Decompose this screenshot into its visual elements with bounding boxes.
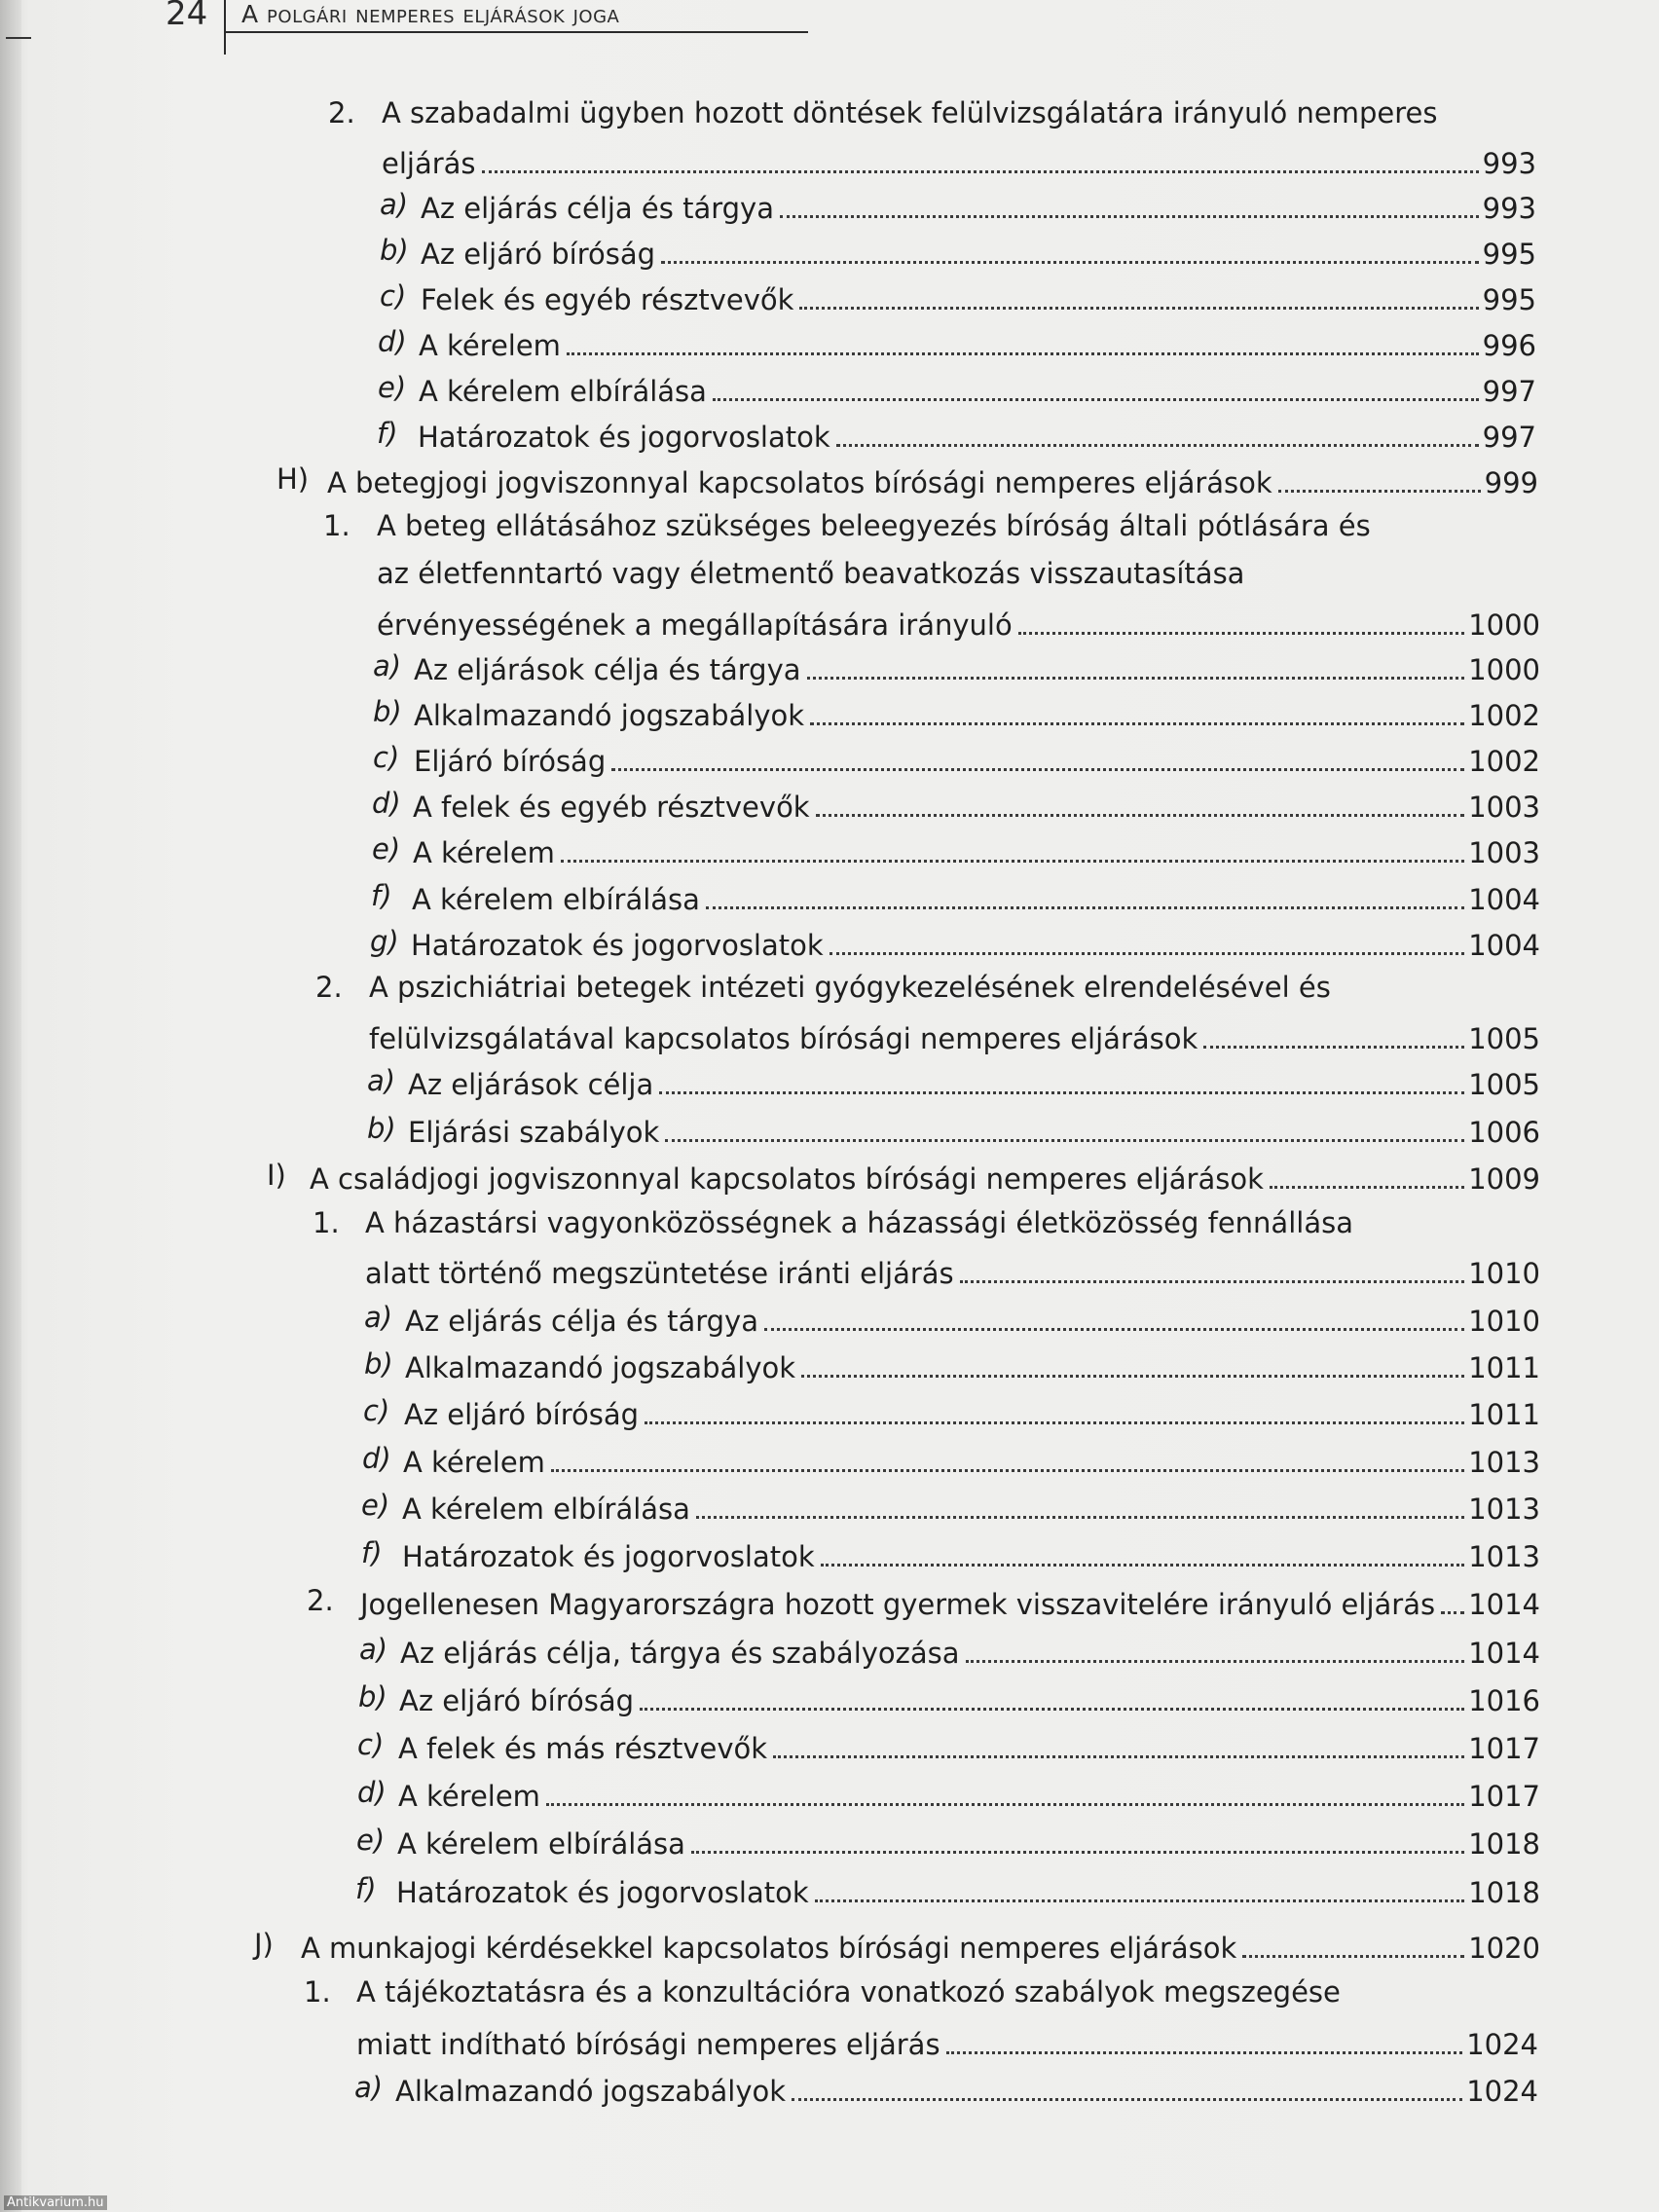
entry-title: A felek és más résztvevők	[398, 1732, 768, 1765]
dot-leader	[816, 814, 1465, 817]
entry-number: 1.	[304, 1975, 331, 2009]
entry-title: A kérelem	[403, 1446, 545, 1479]
entry-page-number: 1018	[1468, 1827, 1540, 1861]
toc-entry[interactable]	[412, 878, 1540, 917]
dot-leader	[946, 2051, 1463, 2054]
toc-entry[interactable]	[421, 187, 1536, 226]
toc-entry[interactable]	[404, 1393, 1540, 1432]
toc-entry[interactable]	[398, 1727, 1540, 1766]
entry-page-number: 993	[1482, 147, 1536, 180]
toc-entry[interactable]	[360, 1583, 1540, 1622]
entry-number: e)	[372, 832, 401, 866]
dot-leader	[546, 1803, 1464, 1806]
entry-page-number: 1018	[1468, 1876, 1540, 1909]
page-number: 24	[166, 0, 208, 33]
entry-number: f)	[355, 1872, 377, 1905]
entry-title: Határozatok és jogorvoslatok	[396, 1876, 809, 1909]
toc-entry[interactable]	[419, 324, 1536, 363]
entry-page-number: 993	[1482, 192, 1536, 225]
entry-page-number: 1024	[1466, 2028, 1538, 2061]
dot-leader	[661, 261, 1479, 264]
entry-page-number: 1011	[1468, 1398, 1540, 1431]
dot-leader	[611, 768, 1464, 771]
entry-number: b)	[380, 234, 409, 267]
dot-leader	[1018, 632, 1464, 635]
entry-number: c)	[363, 1394, 390, 1427]
dot-leader	[801, 1375, 1464, 1378]
entry-title: felülvizsgálatával kapcsolatos bírósági nemperes eljárások	[369, 1022, 1198, 1055]
entry-page-number: 1002	[1468, 745, 1540, 778]
entry-number: 1.	[313, 1206, 340, 1239]
toc-entry[interactable]	[414, 694, 1540, 733]
dot-leader	[1270, 1186, 1464, 1189]
running-head: A polgári nemperes eljárások joga	[241, 0, 620, 28]
toc-entry[interactable]	[414, 648, 1540, 687]
dot-leader	[551, 1469, 1464, 1472]
toc-entry[interactable]	[405, 1346, 1540, 1385]
entry-page-number: 1020	[1468, 1932, 1540, 1965]
entry-page-number: 1004	[1468, 929, 1540, 962]
dot-leader	[1242, 1955, 1464, 1958]
entry-number: d)	[357, 1776, 387, 1809]
toc-entry[interactable]	[382, 142, 1536, 181]
entry-title: Eljárási szabályok	[408, 1116, 660, 1149]
entry-number: c)	[373, 741, 400, 774]
entry-title: A kérelem	[413, 836, 555, 869]
toc-entry[interactable]	[408, 1111, 1540, 1150]
entry-number: 2.	[315, 971, 343, 1004]
entry-title: Határozatok és jogorvoslatok	[402, 1540, 815, 1573]
entry-page-number: 1003	[1468, 836, 1540, 869]
entry-page-number: 1024	[1466, 2075, 1538, 2108]
entry-page-number: 1004	[1468, 883, 1540, 916]
dot-leader	[1441, 1611, 1464, 1614]
entry-number: c)	[357, 1728, 385, 1761]
entry-title-line: az életfenntartó vagy életmentő beavatkozás visszautasítása	[377, 557, 1245, 590]
dot-leader	[764, 1328, 1464, 1331]
entry-number: 2.	[328, 96, 355, 129]
dot-leader	[665, 1139, 1464, 1142]
entry-page-number: 1013	[1468, 1540, 1540, 1573]
entry-page-number: 996	[1482, 329, 1536, 362]
toc-entry[interactable]	[413, 786, 1540, 825]
entry-page-number: 995	[1482, 283, 1536, 316]
entry-title: érvényességének a megállapítására irányuló	[377, 608, 1013, 642]
toc-entry[interactable]	[421, 278, 1536, 317]
entry-title: eljárás	[382, 147, 476, 180]
entry-title: Alkalmazandó jogszabályok	[414, 699, 805, 732]
entry-page-number: 1006	[1468, 1116, 1540, 1149]
entry-title-line: A pszichiátriai betegek intézeti gyógykezelésének elrendelésével és	[369, 971, 1331, 1004]
entry-title: Felek és egyéb résztvevők	[421, 283, 794, 316]
entry-title: alatt történő megszüntetése iránti eljárás	[365, 1257, 954, 1290]
entry-page-number: 1011	[1468, 1351, 1540, 1384]
dot-leader	[780, 215, 1479, 218]
dot-leader	[645, 1421, 1464, 1424]
dot-leader	[659, 1091, 1464, 1094]
entry-number: a)	[359, 1633, 388, 1666]
entry-title: Határozatok és jogorvoslatok	[418, 421, 830, 454]
toc-entry[interactable]	[327, 461, 1538, 500]
entry-number: e)	[356, 1824, 386, 1857]
entry-number: g)	[370, 925, 399, 958]
entry-number: e)	[378, 371, 407, 404]
toc-entry[interactable]	[402, 1535, 1540, 1574]
entry-title: Jogellenesen Magyarországra hozott gyermek visszavitelére irányuló eljárás	[360, 1588, 1436, 1621]
entry-title: Az eljáró bíróság	[421, 238, 656, 271]
entry-title: Alkalmazandó jogszabályok	[395, 2075, 787, 2108]
entry-title: A kérelem elbírálása	[397, 1827, 685, 1861]
toc-entry[interactable]	[399, 1679, 1540, 1718]
entry-number: c)	[380, 279, 407, 313]
entry-page-number: 997	[1482, 421, 1536, 454]
entry-number: b)	[367, 1112, 396, 1145]
entry-page-number: 1016	[1468, 1684, 1540, 1717]
entry-title: A családjogi jogviszonnyal kapcsolatos bírósági nemperes eljárások	[310, 1162, 1264, 1196]
dot-leader	[966, 1660, 1465, 1663]
entry-number: a)	[354, 2071, 384, 2104]
toc-entry[interactable]	[396, 1871, 1540, 1910]
entry-page-number: 995	[1482, 238, 1536, 271]
toc-entry[interactable]	[414, 740, 1540, 779]
toc-entry[interactable]	[413, 831, 1540, 870]
entry-page-number: 999	[1484, 466, 1538, 499]
dot-leader	[696, 1516, 1464, 1519]
toc-entry[interactable]	[397, 1823, 1540, 1862]
entry-title: Az eljárás célja, tárgya és szabályozása	[400, 1637, 960, 1670]
dot-leader	[836, 444, 1479, 447]
toc-entry[interactable]	[408, 1063, 1540, 1102]
entry-title: Eljáró bíróság	[414, 745, 607, 778]
dot-leader	[773, 1755, 1464, 1758]
toc-entry[interactable]	[421, 233, 1536, 272]
entry-title: A kérelem	[398, 1780, 540, 1813]
entry-number: e)	[361, 1489, 390, 1522]
entry-title: Az eljárások célja és tárgya	[414, 653, 801, 686]
entry-number: f)	[361, 1536, 383, 1569]
dot-leader	[482, 170, 1479, 173]
entry-number: a)	[373, 649, 402, 682]
dot-leader	[1278, 490, 1481, 493]
dot-leader	[821, 1564, 1465, 1567]
entry-page-number: 1010	[1468, 1305, 1540, 1338]
entry-title: A kérelem elbírálása	[419, 375, 707, 408]
entry-title: A kérelem elbírálása	[412, 883, 700, 916]
entry-page-number: 1010	[1468, 1257, 1540, 1290]
dot-leader	[810, 722, 1464, 725]
entry-number: f)	[377, 417, 398, 450]
entry-page-number: 1017	[1468, 1732, 1540, 1765]
entry-title: Az eljáró bíróság	[404, 1398, 640, 1431]
entry-number: J)	[254, 1928, 274, 1961]
entry-number: d)	[378, 325, 407, 358]
dot-leader	[706, 906, 1464, 909]
dot-leader	[713, 398, 1479, 401]
toc-entry[interactable]	[365, 1252, 1540, 1291]
entry-page-number: 1005	[1468, 1022, 1540, 1055]
entry-number: f)	[371, 879, 392, 912]
toc-entry[interactable]	[377, 604, 1540, 643]
toc-entry[interactable]	[301, 1927, 1540, 1966]
entry-page-number: 1002	[1468, 699, 1540, 732]
entry-page-number: 1000	[1468, 653, 1540, 686]
entry-number: a)	[367, 1064, 396, 1097]
entry-page-number: 1014	[1468, 1588, 1540, 1621]
entry-number: H)	[276, 462, 310, 496]
dot-leader	[567, 352, 1479, 355]
entry-number: a)	[364, 1301, 393, 1334]
entry-title: A kérelem	[419, 329, 561, 362]
entry-number: b)	[373, 695, 402, 728]
entry-title-line: A szabadalmi ügyben hozott döntések felülvizsgálatára irányuló nemperes	[382, 96, 1438, 129]
entry-title-line: A beteg ellátásához szükséges beleegyezés bíróság általi pótlására és	[377, 509, 1371, 542]
dot-leader	[830, 952, 1465, 955]
dot-leader	[792, 2098, 1462, 2101]
entry-title: A felek és egyéb résztvevők	[413, 791, 810, 824]
entry-title: miatt indítható bírósági nemperes eljárás	[356, 2028, 940, 2061]
toc-entry[interactable]	[400, 1632, 1540, 1671]
toc-entry[interactable]	[398, 1775, 1540, 1814]
entry-page-number: 1009	[1468, 1162, 1540, 1196]
entry-title: A betegjogi jogviszonnyal kapcsolatos bírósági nemperes eljárások	[327, 466, 1272, 499]
dot-leader	[640, 1708, 1464, 1711]
entry-title-line: A házastársi vagyonközösségnek a házassági életközösség fennállása	[365, 1206, 1353, 1239]
entry-title: Az eljárás célja és tárgya	[405, 1305, 758, 1338]
entry-page-number: 1003	[1468, 791, 1540, 824]
entry-title: Alkalmazandó jogszabályok	[405, 1351, 796, 1384]
dot-leader	[691, 1851, 1464, 1854]
entry-title: A kérelem elbírálása	[402, 1493, 690, 1526]
entry-title: Az eljárások célja	[408, 1068, 654, 1101]
entry-number: a)	[380, 188, 409, 221]
entry-page-number: 1013	[1468, 1493, 1540, 1526]
entry-page-number: 1017	[1468, 1780, 1540, 1813]
toc-entry[interactable]	[369, 1017, 1540, 1056]
dot-leader	[561, 860, 1464, 863]
entry-title-line: A tájékoztatásra és a konzultációra vonatkozó szabályok megszegése	[356, 1975, 1341, 2009]
entry-page-number: 997	[1482, 375, 1536, 408]
entry-number: b)	[358, 1680, 387, 1714]
entry-number: I)	[267, 1159, 286, 1192]
entry-title: Az eljáró bíróság	[399, 1684, 635, 1717]
entry-number: 1.	[323, 509, 350, 542]
toc-entry[interactable]	[403, 1441, 1540, 1480]
toc-entry[interactable]	[405, 1300, 1540, 1339]
entry-title: Az eljárás célja és tárgya	[421, 192, 774, 225]
toc-entry[interactable]	[411, 924, 1540, 963]
entry-page-number: 1005	[1468, 1068, 1540, 1101]
toc-entry[interactable]	[310, 1158, 1540, 1197]
toc-entry[interactable]	[356, 2023, 1538, 2062]
entry-title: A munkajogi kérdésekkel kapcsolatos bírósági nemperes eljárások	[301, 1932, 1237, 1965]
dot-leader	[799, 307, 1478, 310]
dot-leader	[807, 677, 1465, 680]
entry-number: b)	[364, 1347, 393, 1381]
dot-leader	[1203, 1046, 1464, 1049]
entry-number: d)	[362, 1442, 391, 1475]
entry-number: d)	[372, 787, 401, 820]
watermark: Antikvarium.hu	[4, 2195, 107, 2210]
entry-page-number: 1014	[1468, 1637, 1540, 1670]
dot-leader	[815, 1899, 1465, 1902]
toc-entry[interactable]	[395, 2070, 1538, 2109]
toc-entry[interactable]	[419, 370, 1536, 409]
entry-title: Határozatok és jogorvoslatok	[411, 929, 824, 962]
entry-page-number: 1013	[1468, 1446, 1540, 1479]
toc-entry[interactable]	[418, 416, 1536, 455]
toc-entry[interactable]	[402, 1488, 1540, 1527]
dot-leader	[960, 1280, 1465, 1283]
entry-number: 2.	[307, 1584, 334, 1617]
entry-page-number: 1000	[1468, 608, 1540, 642]
